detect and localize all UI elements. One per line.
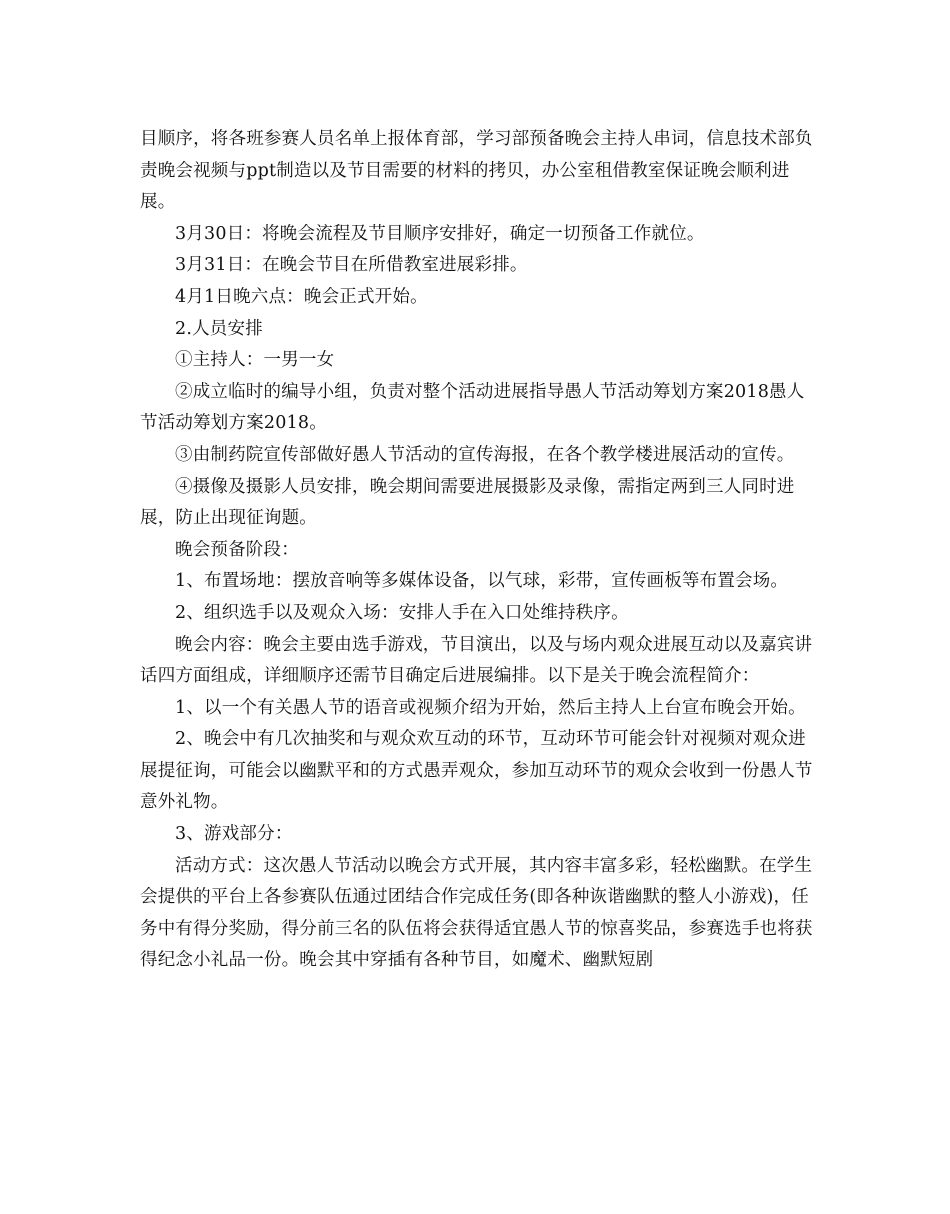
section-heading-games: 3、游戏部分： xyxy=(175,824,293,845)
paragraph-11: 1、布置场地：摆放音响等多媒体设备，以气球，彩带，宣传画板等布置会场。 xyxy=(175,571,789,592)
paragraph-4: 4月1日晚六点：晚会正式开始。 xyxy=(175,286,428,307)
document-body xyxy=(140,124,820,977)
paragraph-7: ②成立临时的编导小组，负责对整个活动进展指导愚人节活动筹划方案2018愚人节活动筹划方案2018。 xyxy=(140,381,805,434)
paragraph-15: 2、晚会中有几次抽奖和与观众欢互动的环节，互动环节可能会针对视频对观众进展提征询，可能会以幽默平和的方式愚弄观众，参加互动环节的观众会收到一份愚人节意外礼物。 xyxy=(140,729,813,813)
paragraph-8: ③由制药院宣传部做好愚人节活动的宣传海报，在各个教学楼进展活动的宣传。 xyxy=(175,444,795,465)
paragraph-12: 2、组织选手以及观众入场：安排人手在入口处维持秩序。 xyxy=(175,602,629,623)
paragraph-2: 3月30日：将晚会流程及节目顺序安排好，确定一切预备工作就位。 xyxy=(175,223,705,244)
paragraph-6: ①主持人：一男一女 xyxy=(175,350,335,371)
section-heading-preparation: 晚会预备阶段： xyxy=(175,539,299,560)
paragraph-17: 活动方式：这次愚人节活动以晚会方式开展，其内容丰富多彩，轻松幽默。在学生会提供的平台上各参赛队伍通过团结合作完成任务(即各种诙谐幽默的整人小游戏)，任务中有得分奖励，得分前三名的队伍将会获得适宜愚人节的惊喜奖品，参赛选手也将获得纪念小礼品一份。晚会其中穿插有各种节目，如魔术、幽默短剧 xyxy=(140,855,813,971)
paragraph-14: 1、以一个有关愚人节的语音或视频介绍为开始，然后主持人上台宣布晚会开始。 xyxy=(175,697,806,718)
paragraph-13: 晚会内容：晚会主要由选手游戏，节目演出，以及与场内观众进展互动以及嘉宾讲话四方面组成，详细顺序还需节目确定后进展编排。以下是关于晚会流程简介： xyxy=(140,634,813,687)
section-heading-staffing: 2.人员安排 xyxy=(175,318,263,339)
paragraph-1: 目顺序，将各班参赛人员名单上报体育部，学习部预备晚会主持人串词，信息技术部负责晚会视频与ppt制造以及节目需要的材料的拷贝，办公室租借教室保证晚会顺利进展。 xyxy=(140,129,813,213)
paragraph-3: 3月31日：在晚会节目在所借教室进展彩排。 xyxy=(175,255,528,276)
paragraph-9: ④摄像及摄影人员安排，晚会期间需要进展摄影及录像，需指定两到三人同时进展，防止出现征询题。 xyxy=(140,476,795,529)
